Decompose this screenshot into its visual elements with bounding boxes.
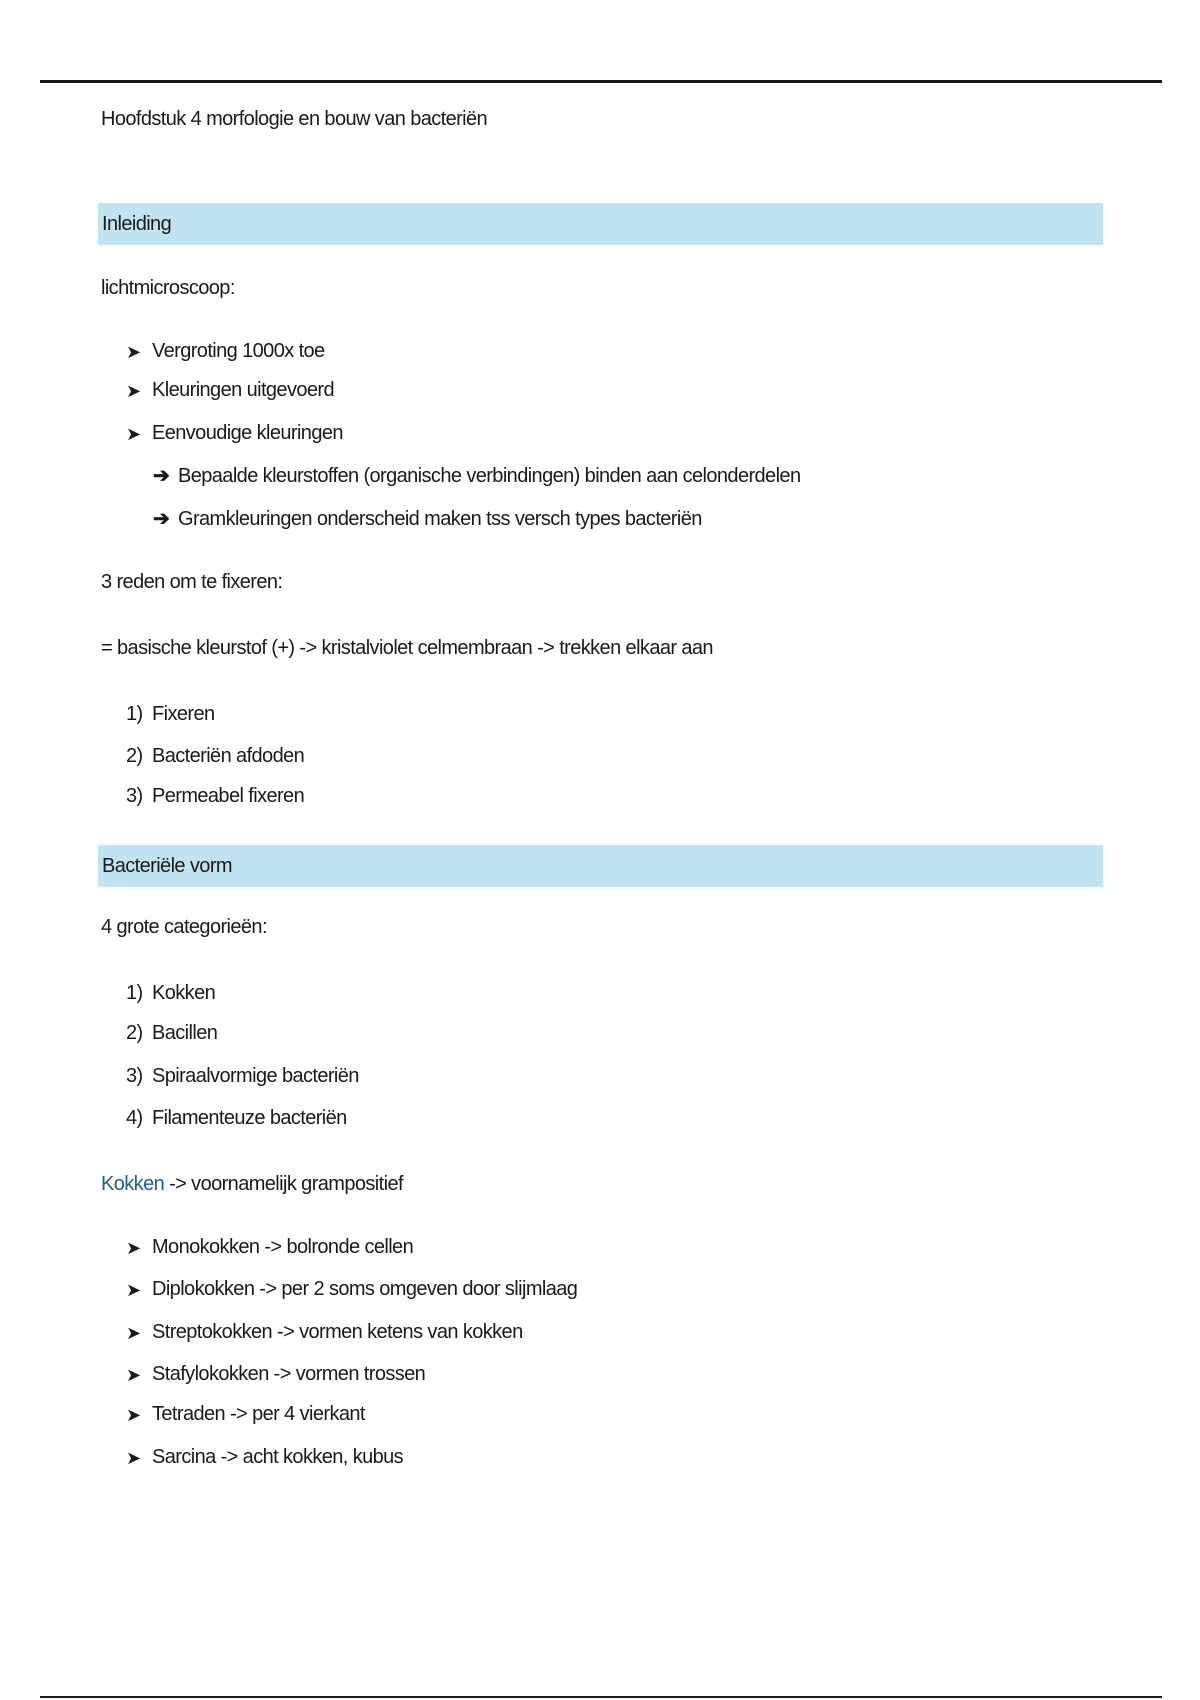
intro-label: lichtmicroscoop: xyxy=(101,277,235,299)
list-item: Tetraden -> per 4 vierkant xyxy=(152,1403,365,1425)
section-band-inleiding xyxy=(98,203,1103,245)
top-rule xyxy=(40,80,1162,83)
kokken-heading xyxy=(101,1171,403,1197)
list-item: Eenvoudige kleuringen xyxy=(152,422,343,444)
arrowhead-bullet-icon: ➤ xyxy=(126,424,142,444)
bottom-rule xyxy=(40,1696,1162,1698)
section-band-vorm xyxy=(98,845,1103,887)
chapter-title: Hoofdstuk 4 morfologie en bouw van bacteriën xyxy=(101,108,488,130)
list-item: Kokken xyxy=(152,982,216,1004)
list-item: Monokokken -> bolronde cellen xyxy=(152,1236,414,1258)
list-item: Vergroting 1000x toe xyxy=(152,340,325,362)
list-number: 2) xyxy=(126,745,143,767)
bold-arrow-icon: ➔ xyxy=(153,508,170,530)
list-item: Streptokokken -> vormen ketens van kokken xyxy=(152,1321,523,1343)
arrowhead-bullet-icon: ➤ xyxy=(126,1405,142,1425)
list-number: 4) xyxy=(126,1107,143,1129)
bold-arrow-icon: ➔ xyxy=(153,465,170,487)
section-heading-inleiding: Inleiding xyxy=(102,213,172,235)
list-number: 1) xyxy=(126,703,143,725)
list-item: Stafylokokken -> vormen trossen xyxy=(152,1363,426,1385)
arrowhead-bullet-icon: ➤ xyxy=(126,1365,142,1385)
list-number: 1) xyxy=(126,982,143,1004)
list-item: Bacteriën afdoden xyxy=(152,745,305,767)
categories-label: 4 grote categorieën: xyxy=(101,916,267,938)
list-item: Diplokokken -> per 2 soms omgeven door slijmlaag xyxy=(152,1278,578,1300)
list-number: 2) xyxy=(126,1022,143,1044)
arrowhead-bullet-icon: ➤ xyxy=(126,342,142,362)
arrowhead-bullet-icon: ➤ xyxy=(126,1448,142,1468)
fix-reasons-label: 3 reden om te fixeren: xyxy=(101,571,283,593)
list-item: Bacillen xyxy=(152,1022,218,1044)
arrowhead-bullet-icon: ➤ xyxy=(126,1323,142,1343)
list-number: 3) xyxy=(126,1065,143,1087)
list-item: Filamenteuze bacteriën xyxy=(152,1107,347,1129)
list-item: Permeabel fixeren xyxy=(152,785,305,807)
kokken-term: Kokken xyxy=(101,1173,165,1195)
list-number: 3) xyxy=(126,785,143,807)
sub-list-item: Bepaalde kleurstoffen (organische verbindingen) binden aan celonderdelen xyxy=(178,465,801,487)
list-item: Fixeren xyxy=(152,703,215,725)
sub-list-item: Gramkleuringen onderscheid maken tss versch types bacteriën xyxy=(178,508,702,530)
stain-note: = basische kleurstof (+) -> kristalviolet celmembraan -> trekken elkaar aan xyxy=(101,637,713,659)
kokken-description: -> voornamelijk grampositief xyxy=(164,1173,403,1195)
arrowhead-bullet-icon: ➤ xyxy=(126,381,142,401)
arrowhead-bullet-icon: ➤ xyxy=(126,1238,142,1258)
list-item: Spiraalvormige bacteriën xyxy=(152,1065,359,1087)
list-item: Kleuringen uitgevoerd xyxy=(152,379,334,401)
section-heading-vorm: Bacteriële vorm xyxy=(102,855,232,877)
arrowhead-bullet-icon: ➤ xyxy=(126,1280,142,1300)
list-item: Sarcina -> acht kokken, kubus xyxy=(152,1446,404,1468)
